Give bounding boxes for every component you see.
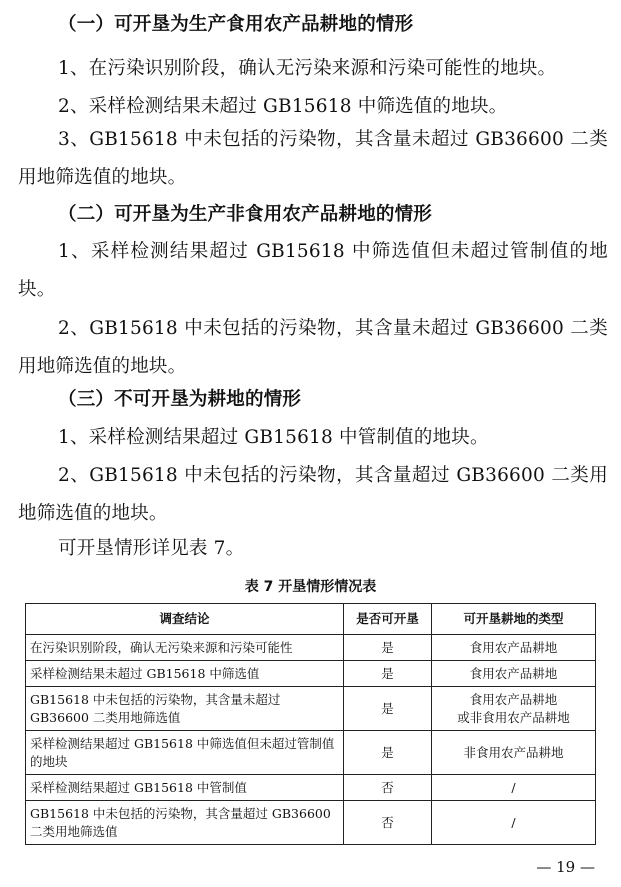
cell-reclaimable: 是 bbox=[344, 661, 432, 687]
cell-farmland-type: 食用农产品耕地 bbox=[432, 661, 596, 687]
cell-farmland-type: 食用农产品耕地 或非食用农产品耕地 bbox=[432, 687, 596, 731]
cell-reclaimable: 否 bbox=[344, 801, 432, 845]
cell-reclaimable: 是 bbox=[344, 731, 432, 775]
paragraph: 可开垦情形详见表 7。 bbox=[58, 538, 245, 559]
table-row bbox=[26, 635, 596, 661]
cell-conclusion: 采样检测结果未超过 GB15618 中筛选值 bbox=[26, 661, 344, 687]
paragraph: 2、GB15618 中未包括的污染物，其含量未超过 GB36600 二类用地筛选值的地块。 bbox=[18, 318, 608, 377]
paragraph: 1、在污染识别阶段，确认无污染来源和污染可能性的地块。 bbox=[58, 58, 557, 79]
cell-conclusion: GB15618 中未包括的污染物，其含量未超过 GB36600 二类用地筛选值 bbox=[26, 687, 344, 731]
table-row bbox=[26, 775, 596, 801]
cell-farmland-type: / bbox=[432, 801, 596, 845]
cell-reclaimable: 是 bbox=[344, 687, 432, 731]
page-number: — 19 — bbox=[536, 858, 595, 876]
paragraph: 3、GB15618 中未包括的污染物，其含量未超过 GB36600 二类用地筛选值的地块。 bbox=[18, 129, 608, 188]
paragraph: 1、采样检测结果超过 GB15618 中筛选值但未超过管制值的地块。 bbox=[18, 241, 608, 300]
paragraph: 2、采样检测结果未超过 GB15618 中筛选值的地块。 bbox=[58, 96, 508, 117]
cell-farmland-type: 食用农产品耕地 bbox=[432, 635, 596, 661]
table-row bbox=[26, 801, 596, 845]
paragraph: 1、采样检测结果超过 GB15618 中管制值的地块。 bbox=[58, 427, 489, 448]
header-reclaimable: 是否可开垦 bbox=[344, 604, 432, 635]
reclamation-table bbox=[25, 603, 596, 845]
cell-reclaimable: 是 bbox=[344, 635, 432, 661]
cell-conclusion: GB15618 中未包括的污染物，其含量超过 GB36600 二类用地筛选值 bbox=[26, 801, 344, 845]
section-heading: （三）不可开垦为耕地的情形 bbox=[58, 389, 302, 410]
header-conclusion: 调查结论 bbox=[26, 604, 344, 635]
cell-farmland-type: 非食用农产品耕地 bbox=[432, 731, 596, 775]
table-row bbox=[26, 731, 596, 775]
cell-reclaimable: 否 bbox=[344, 775, 432, 801]
cell-farmland-type: / bbox=[432, 775, 596, 801]
section-heading: （二）可开垦为生产非食用农产品耕地的情形 bbox=[58, 204, 433, 225]
cell-conclusion: 采样检测结果超过 GB15618 中筛选值但未超过管制值的地块 bbox=[26, 731, 344, 775]
header-farmland-type: 可开垦耕地的类型 bbox=[432, 604, 596, 635]
table-row bbox=[26, 661, 596, 687]
section-heading: （一）可开垦为生产食用农产品耕地的情形 bbox=[58, 14, 414, 35]
table-row bbox=[26, 687, 596, 731]
cell-conclusion: 在污染识别阶段，确认无污染来源和污染可能性 bbox=[26, 635, 344, 661]
table-caption: 表 7 开垦情形情况表 bbox=[244, 579, 377, 595]
cell-conclusion: 采样检测结果超过 GB15618 中管制值 bbox=[26, 775, 344, 801]
paragraph: 2、GB15618 中未包括的污染物，其含量超过 GB36600 二类用地筛选值的地块。 bbox=[18, 465, 608, 524]
table-header-row bbox=[26, 604, 596, 635]
